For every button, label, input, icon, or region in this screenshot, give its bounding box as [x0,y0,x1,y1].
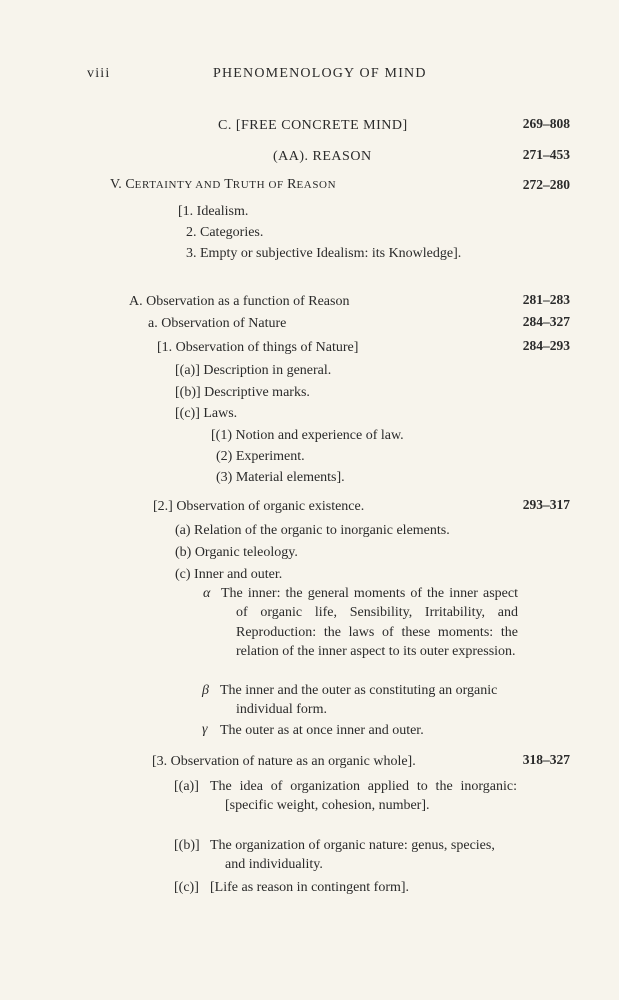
list-item: [(1) Notion and experience of law. [211,428,404,443]
list-item: (c) Inner and outer. [175,567,283,582]
list-item: The outer as at once inner and outer. [220,723,424,738]
list-item: The inner and the outer as constituting an organic individual form. [220,683,498,717]
list-item: (3) Material elements]. [216,470,345,485]
list-item: The inner: the general moments of the inner aspect of organic life, Sensibility, Irritability, and Reproduction: the laws of these moments: the relation of the inner aspect to its outer expression. [221,586,518,660]
alpha-marker: α [203,586,211,601]
subsection-a-pages: 284–327 [522,314,570,329]
beta-marker: β [202,683,209,698]
list-item-key: [(a)] [174,779,199,794]
part-aa-pages: 271–453 [522,147,570,162]
chapter-v-pages: 272–280 [522,177,570,192]
part-c-pages: 269–808 [522,116,570,131]
section-a-title: A. Observation as a function of Reason [129,294,350,309]
list-item: 2. Categories. [186,225,264,240]
list-item: [(c)] Laws. [175,406,238,421]
list-item: (2) Experiment. [216,449,305,464]
chapter-v-title: V. CERTAINTY AND TRUTH OF REASON [110,177,337,192]
list-item: [Life as reason in contingent form]. [210,880,410,895]
obs-things-pages: 284–293 [522,338,570,353]
part-c-title: C. [FREE CONCRETE MIND] [218,118,408,133]
part-aa-title: (AA). REASON [273,149,372,164]
running-title: PHENOMENOLOGY OF MIND [213,66,427,81]
list-item: [1. Idealism. [178,204,249,219]
list-item: (b) Organic teleology. [175,545,298,560]
list-item: The idea of organization applied to the inorganic: [specific weight, cohesion, number]. [210,779,517,813]
obs-things-title: [1. Observation of things of Nature] [157,340,359,355]
list-item: [(a)] Description in general. [175,363,332,378]
list-item-key: [(b)] [174,838,200,853]
obs-organic-pages: 293–317 [522,497,570,512]
page-number: viii [87,66,111,81]
list-item: 3. Empty or subjective Idealism: its Knowledge]. [186,246,462,261]
list-item: (a) Relation of the organic to inorganic elements. [175,523,450,538]
subsection-a-title: a. Observation of Nature [148,316,287,331]
obs-organic-title: [2.] Observation of organic existence. [153,499,365,514]
list-item: [(b)] Descriptive marks. [175,385,310,400]
section-a-pages: 281–283 [522,292,570,307]
obs-whole-pages: 318–327 [522,752,570,767]
list-item-key: [(c)] [174,880,199,895]
list-item: The organization of organic nature: genus, species, and individuality. [210,838,495,872]
gamma-marker: γ [202,722,208,737]
obs-whole-title: [3. Observation of nature as an organic whole]. [152,754,416,769]
